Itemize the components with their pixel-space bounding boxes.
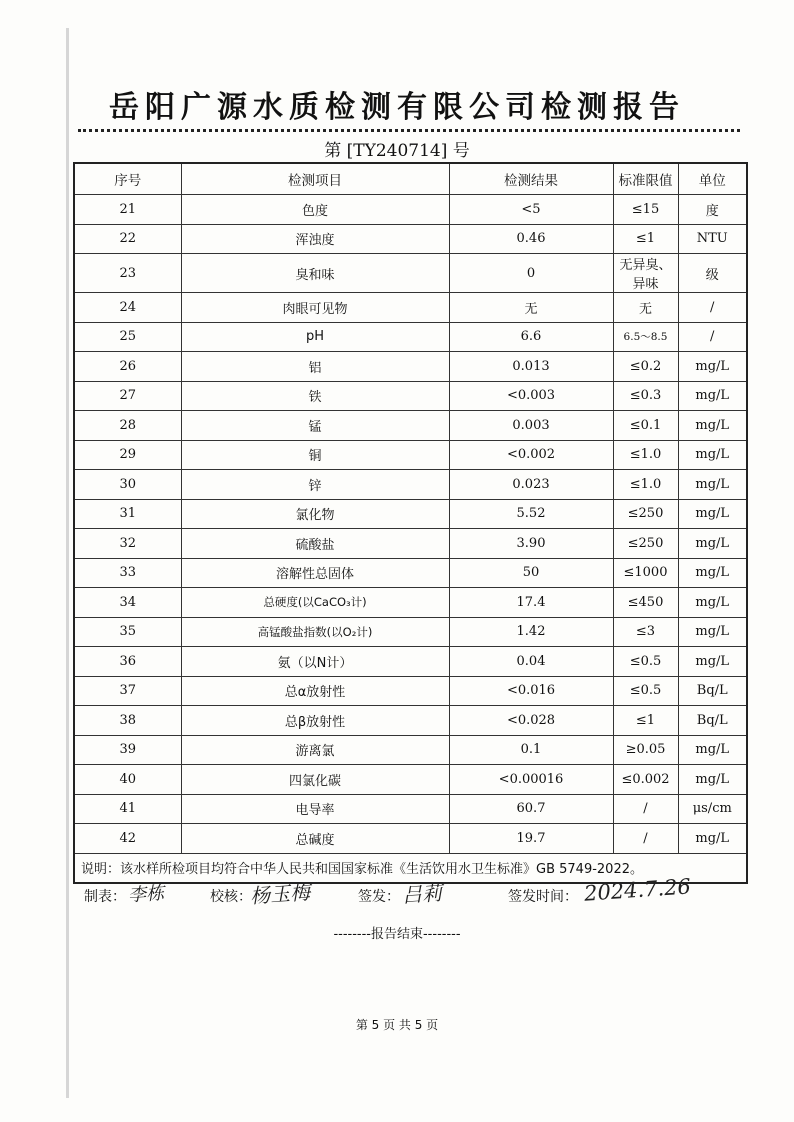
row-unit: mg/L bbox=[678, 617, 747, 647]
row-limit: ≤0.1 bbox=[613, 411, 678, 441]
table-row bbox=[74, 381, 747, 411]
table-row bbox=[74, 765, 747, 795]
row-limit: ≤0.5 bbox=[613, 647, 678, 677]
row-item: 游离氯 bbox=[181, 735, 449, 765]
approved-signature: 吕莉 bbox=[401, 880, 443, 908]
header-no: 序号 bbox=[74, 163, 181, 195]
row-limit: / bbox=[613, 824, 678, 854]
checked-signature: 杨玉梅 bbox=[249, 879, 311, 909]
row-limit: ≤1000 bbox=[613, 558, 678, 588]
table-row bbox=[74, 558, 747, 588]
row-limit: ≤1.0 bbox=[613, 470, 678, 500]
row-limit: ≤1 bbox=[613, 224, 678, 254]
row-result: 0.1 bbox=[449, 735, 613, 765]
row-item: 溶解性总固体 bbox=[181, 558, 449, 588]
row-limit: 无 bbox=[613, 293, 678, 323]
row-limit: ≤250 bbox=[613, 529, 678, 559]
row-unit: mg/L bbox=[678, 558, 747, 588]
row-item: 铜 bbox=[181, 440, 449, 470]
table-row bbox=[74, 195, 747, 225]
row-limit: ≤1.0 bbox=[613, 440, 678, 470]
row-unit: mg/L bbox=[678, 647, 747, 677]
row-no: 25 bbox=[74, 322, 181, 352]
row-unit: μs/cm bbox=[678, 794, 747, 824]
table-row bbox=[74, 647, 747, 677]
approved-label: 签发： bbox=[358, 889, 400, 905]
row-item: pH bbox=[181, 322, 449, 352]
table-row bbox=[74, 529, 747, 559]
row-result: 50 bbox=[449, 558, 613, 588]
row-no: 38 bbox=[74, 706, 181, 736]
row-result: 6.6 bbox=[449, 322, 613, 352]
row-unit: mg/L bbox=[678, 529, 747, 559]
prepared-signature: 李栋 bbox=[127, 882, 165, 907]
row-item: 总α放射性 bbox=[181, 676, 449, 706]
row-no: 31 bbox=[74, 499, 181, 529]
row-unit: 级 bbox=[678, 254, 747, 293]
row-unit: Bq/L bbox=[678, 706, 747, 736]
row-item: 氨（以N计） bbox=[181, 647, 449, 677]
row-item: 氯化物 bbox=[181, 499, 449, 529]
title-divider bbox=[78, 129, 740, 132]
table-row bbox=[74, 735, 747, 765]
report-number: 第 [TY240714] 号 bbox=[324, 141, 470, 161]
row-limit: 6.5～8.5 bbox=[613, 322, 678, 352]
table-row bbox=[74, 293, 747, 323]
row-unit: mg/L bbox=[678, 499, 747, 529]
table-row bbox=[74, 254, 747, 293]
row-no: 28 bbox=[74, 411, 181, 441]
page-footer: 第 5 页 共 5 页 bbox=[355, 1018, 439, 1032]
row-result: 0.04 bbox=[449, 647, 613, 677]
row-no: 30 bbox=[74, 470, 181, 500]
row-result: 无 bbox=[449, 293, 613, 323]
row-result: 0.013 bbox=[449, 352, 613, 382]
row-unit: / bbox=[678, 293, 747, 323]
row-no: 27 bbox=[74, 381, 181, 411]
row-result: <5 bbox=[449, 195, 613, 225]
row-unit: mg/L bbox=[678, 411, 747, 441]
compliance-note: 说明：该水样所检项目均符合中华人民共和国国家标准《生活饮用水卫生标准》GB 5749-2022。 bbox=[74, 853, 747, 883]
row-item: 总碱度 bbox=[181, 824, 449, 854]
results-table bbox=[73, 162, 748, 884]
row-result: 17.4 bbox=[449, 588, 613, 618]
row-no: 36 bbox=[74, 647, 181, 677]
row-no: 33 bbox=[74, 558, 181, 588]
row-no: 39 bbox=[74, 735, 181, 765]
row-result: 5.52 bbox=[449, 499, 613, 529]
table-row bbox=[74, 440, 747, 470]
row-item: 总β放射性 bbox=[181, 706, 449, 736]
row-item: 铁 bbox=[181, 381, 449, 411]
report-title: 岳阳广源水质检测有限公司检测报告 bbox=[109, 90, 685, 125]
row-no: 29 bbox=[74, 440, 181, 470]
row-unit: / bbox=[678, 322, 747, 352]
row-unit: NTU bbox=[678, 224, 747, 254]
row-unit: mg/L bbox=[678, 735, 747, 765]
row-result: 19.7 bbox=[449, 824, 613, 854]
row-limit: ≤15 bbox=[613, 195, 678, 225]
row-limit: ≤250 bbox=[613, 499, 678, 529]
row-unit: mg/L bbox=[678, 470, 747, 500]
row-unit: mg/L bbox=[678, 824, 747, 854]
row-result: 3.90 bbox=[449, 529, 613, 559]
date-handwritten: 2024.7.26 bbox=[583, 874, 692, 906]
row-result: 0 bbox=[449, 254, 613, 293]
row-no: 37 bbox=[74, 676, 181, 706]
row-unit: mg/L bbox=[678, 588, 747, 618]
table-row bbox=[74, 617, 747, 647]
row-limit: ≤0.002 bbox=[613, 765, 678, 795]
table-row bbox=[74, 224, 747, 254]
row-limit: 无异臭、异味 bbox=[613, 254, 678, 293]
table-row bbox=[74, 499, 747, 529]
row-result: 0.003 bbox=[449, 411, 613, 441]
row-no: 42 bbox=[74, 824, 181, 854]
row-limit: ≤0.2 bbox=[613, 352, 678, 382]
header-unit: 单位 bbox=[678, 163, 747, 195]
row-unit: Bq/L bbox=[678, 676, 747, 706]
row-limit: ≤3 bbox=[613, 617, 678, 647]
row-result: 0.023 bbox=[449, 470, 613, 500]
row-limit: ≤0.5 bbox=[613, 676, 678, 706]
row-unit: mg/L bbox=[678, 381, 747, 411]
row-no: 32 bbox=[74, 529, 181, 559]
row-result: <0.002 bbox=[449, 440, 613, 470]
row-limit: ≤1 bbox=[613, 706, 678, 736]
table-row bbox=[74, 706, 747, 736]
table-row bbox=[74, 588, 747, 618]
table-row bbox=[74, 794, 747, 824]
report-end-marker: --------报告结束-------- bbox=[333, 927, 461, 942]
row-result: <0.003 bbox=[449, 381, 613, 411]
row-limit: / bbox=[613, 794, 678, 824]
row-no: 24 bbox=[74, 293, 181, 323]
date-label: 签发时间： bbox=[508, 889, 578, 905]
row-result: <0.00016 bbox=[449, 765, 613, 795]
row-item: 肉眼可见物 bbox=[181, 293, 449, 323]
row-no: 34 bbox=[74, 588, 181, 618]
row-result: 60.7 bbox=[449, 794, 613, 824]
row-unit: mg/L bbox=[678, 765, 747, 795]
row-result: <0.016 bbox=[449, 676, 613, 706]
table-row bbox=[74, 411, 747, 441]
row-no: 22 bbox=[74, 224, 181, 254]
row-item: 锌 bbox=[181, 470, 449, 500]
row-limit: ≤0.3 bbox=[613, 381, 678, 411]
table-row bbox=[74, 322, 747, 352]
row-item: 铝 bbox=[181, 352, 449, 382]
prepared-label: 制表： bbox=[84, 889, 126, 905]
header-limit: 标准限值 bbox=[613, 163, 678, 195]
table-row bbox=[74, 824, 747, 854]
row-item: 锰 bbox=[181, 411, 449, 441]
row-limit: ≥0.05 bbox=[613, 735, 678, 765]
row-item: 高锰酸盐指数(以O₂计) bbox=[181, 617, 449, 647]
row-no: 21 bbox=[74, 195, 181, 225]
header-result: 检测结果 bbox=[449, 163, 613, 195]
row-item: 总硬度(以CaCO₃计) bbox=[181, 588, 449, 618]
row-item: 硫酸盐 bbox=[181, 529, 449, 559]
row-result: <0.028 bbox=[449, 706, 613, 736]
row-unit: mg/L bbox=[678, 440, 747, 470]
row-item: 四氯化碳 bbox=[181, 765, 449, 795]
row-unit: 度 bbox=[678, 195, 747, 225]
row-limit: ≤450 bbox=[613, 588, 678, 618]
row-unit: mg/L bbox=[678, 352, 747, 382]
row-item: 臭和味 bbox=[181, 254, 449, 293]
table-row bbox=[74, 352, 747, 382]
row-no: 23 bbox=[74, 254, 181, 293]
row-result: 1.42 bbox=[449, 617, 613, 647]
table-header-row bbox=[74, 163, 747, 195]
row-no: 40 bbox=[74, 765, 181, 795]
row-no: 41 bbox=[74, 794, 181, 824]
row-item: 色度 bbox=[181, 195, 449, 225]
table-row bbox=[74, 470, 747, 500]
row-result: 0.46 bbox=[449, 224, 613, 254]
row-no: 35 bbox=[74, 617, 181, 647]
checked-label: 校核： bbox=[210, 889, 252, 905]
row-item: 电导率 bbox=[181, 794, 449, 824]
row-no: 26 bbox=[74, 352, 181, 382]
row-item: 浑浊度 bbox=[181, 224, 449, 254]
header-item: 检测项目 bbox=[181, 163, 449, 195]
table-row bbox=[74, 676, 747, 706]
